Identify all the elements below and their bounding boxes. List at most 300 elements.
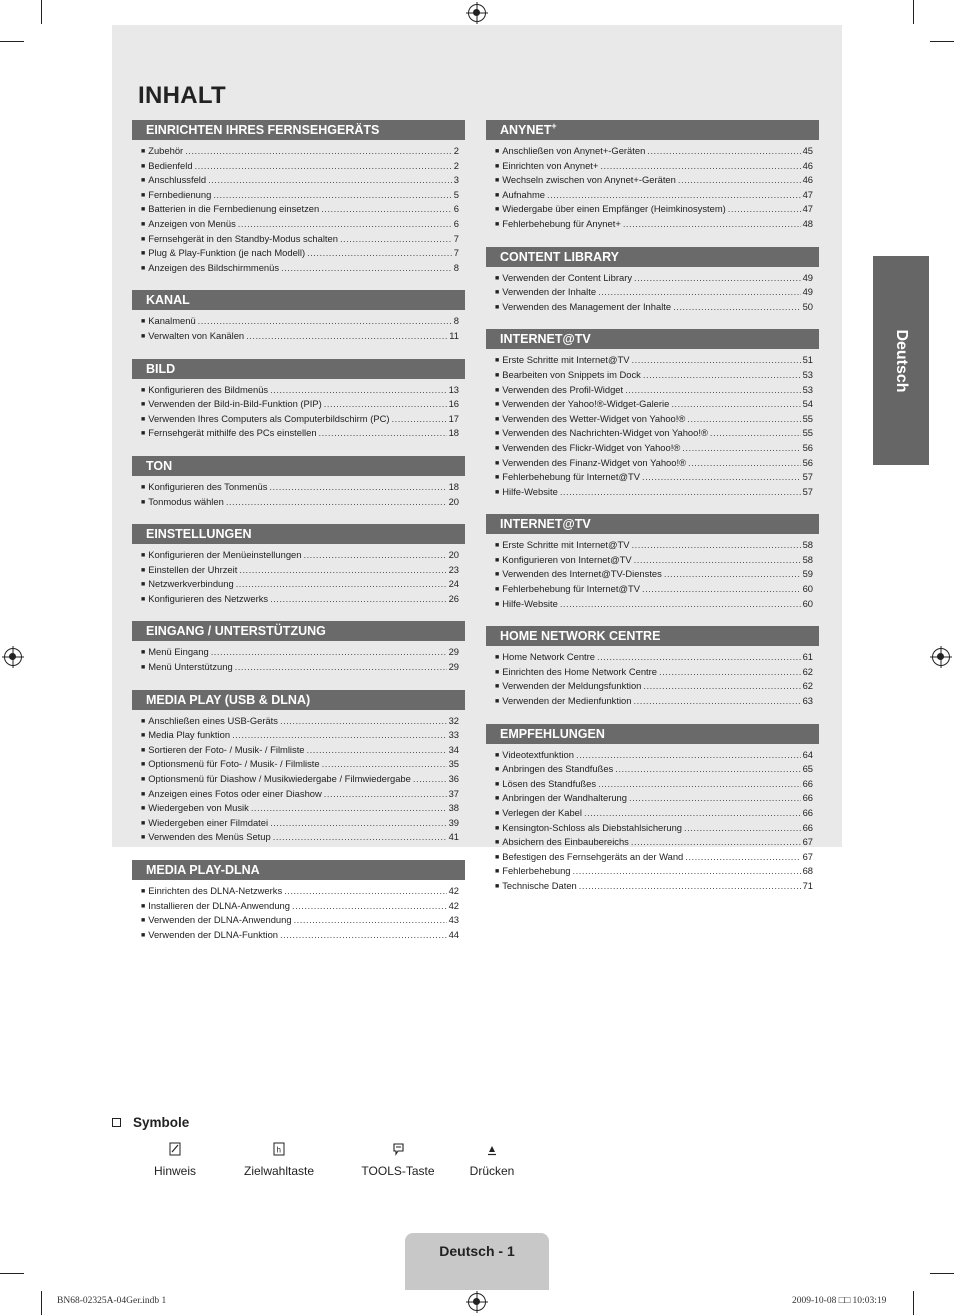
square-bullet-icon: ■ <box>141 220 146 228</box>
dot-leader <box>682 442 800 455</box>
symbols-heading-text: Symbole <box>133 1115 190 1130</box>
toc-entry-page: 6 <box>453 203 459 215</box>
toc-entry-page: 46 <box>802 174 813 186</box>
toc-entry-page: 60 <box>802 597 813 609</box>
symbol-label: Zielwahltaste <box>243 1164 315 1178</box>
square-bullet-icon: ■ <box>495 882 500 890</box>
square-bullet-icon: ■ <box>495 357 500 365</box>
dot-leader <box>284 885 446 898</box>
toc-list <box>132 885 465 943</box>
toc-entry <box>141 247 459 262</box>
toc-entry-page: 16 <box>448 398 459 410</box>
toc-entry <box>495 354 813 369</box>
square-bullet-icon: ■ <box>141 318 146 326</box>
dot-leader <box>211 646 447 659</box>
dot-leader <box>195 160 452 173</box>
square-bullet-icon: ■ <box>141 430 146 438</box>
toc-entry <box>141 929 459 944</box>
toc-entry <box>141 773 459 788</box>
square-bullet-icon: ■ <box>495 868 500 876</box>
square-bullet-icon: ■ <box>495 488 500 496</box>
dot-leader <box>576 749 801 762</box>
toc-list <box>486 539 819 612</box>
toc-entry <box>495 680 813 695</box>
dot-leader <box>270 593 446 606</box>
toc-entry-page: 59 <box>802 568 813 580</box>
toc-entry-label: Netzwerkverbindung <box>148 578 234 590</box>
square-bullet-icon: ■ <box>141 235 146 243</box>
section-header: EMPFEHLUNGEN <box>486 724 819 744</box>
dot-leader <box>269 481 446 494</box>
toc-entry-page: 7 <box>453 247 459 259</box>
square-bullet-icon: ■ <box>141 498 146 506</box>
dot-leader <box>185 145 452 158</box>
toc-entry-label: Bedienfeld <box>148 159 193 171</box>
toc-entry-label: Bearbeiten von Snippets im Dock <box>502 368 641 380</box>
toc-entry-page: 51 <box>802 354 813 366</box>
square-bullet-icon: ■ <box>495 683 500 691</box>
toc-entry-page: 8 <box>453 315 459 327</box>
dot-leader <box>226 496 447 509</box>
toc-entry-label: Verwenden des Management der Inhalte <box>502 300 672 312</box>
toc-entry-label: Verwenden der Content Library <box>502 271 633 283</box>
toc-entry-page: 56 <box>802 441 813 453</box>
toc-entry-label: Anschließen von Anynet+-Geräten <box>502 145 646 156</box>
square-bullet-icon: ■ <box>495 654 500 662</box>
toc-entry-page: 32 <box>448 714 459 726</box>
toc-entry-label: Zubehör <box>148 145 184 156</box>
toc-entry <box>141 744 459 759</box>
toc-entry-page: 7 <box>453 232 459 244</box>
dot-leader <box>198 315 452 328</box>
dot-leader <box>598 286 801 299</box>
toc-entry <box>141 715 459 730</box>
square-bullet-icon: ■ <box>495 386 500 394</box>
square-bullet-icon: ■ <box>495 206 500 214</box>
square-bullet-icon: ■ <box>141 595 146 603</box>
toc-entry <box>495 539 813 554</box>
toc-entry-label: Erste Schritte mit Internet@TV <box>502 354 630 366</box>
toc-entry-page: 62 <box>802 680 813 692</box>
dot-leader <box>280 715 447 728</box>
toc-entry <box>495 851 813 866</box>
dot-leader <box>678 174 801 187</box>
toc-entry <box>495 369 813 384</box>
square-bullet-icon: ■ <box>495 766 500 774</box>
toc-section <box>132 524 465 607</box>
symbol-label: TOOLS-Taste <box>361 1164 435 1178</box>
square-bullet-icon: ■ <box>495 444 500 452</box>
dot-leader <box>673 301 800 314</box>
toc-entry-page: 35 <box>448 758 459 770</box>
dot-leader <box>303 549 446 562</box>
square-bullet-icon: ■ <box>141 776 146 784</box>
print-timestamp: 2009-10-08 □□ 10:03:19 <box>792 1296 887 1306</box>
dot-leader <box>307 247 452 260</box>
toc-entry-label: Plug & Play-Funktion (je nach Modell) <box>148 247 306 259</box>
toc-list <box>132 549 465 607</box>
crop-mark <box>41 1291 42 1315</box>
toc-list <box>132 715 465 846</box>
toc-section <box>486 514 819 612</box>
toc-entry-label: Wiedergeben von Musik <box>148 802 249 814</box>
toc-entry <box>495 568 813 583</box>
toc-entry <box>495 598 813 613</box>
dot-leader <box>584 807 801 820</box>
toc-entry-page: 58 <box>802 553 813 565</box>
svg-text:h: h <box>276 1145 281 1155</box>
crop-mark <box>913 1291 914 1315</box>
toc-entry-label: Verwenden des Profil-Widget <box>502 383 624 395</box>
symbol-label: Drücken <box>469 1164 515 1178</box>
toc-section <box>132 690 465 846</box>
dot-leader <box>634 554 801 567</box>
toc-entry-label: Erste Schritte mit Internet@TV <box>502 539 630 551</box>
square-bullet-icon: ■ <box>495 780 500 788</box>
toc-entry <box>141 145 459 160</box>
toc-entry-label: Menü Unterstützung <box>148 661 233 673</box>
dot-leader <box>573 865 801 878</box>
toc-entry <box>141 578 459 593</box>
dot-leader <box>579 880 801 893</box>
toc-list <box>486 145 819 233</box>
toc-entry-page: 46 <box>802 159 813 171</box>
note-icon <box>150 1142 200 1158</box>
section-header: ANYNET+ <box>486 120 819 140</box>
toc-entry-page: 39 <box>448 816 459 828</box>
toc-entry-page: 20 <box>448 549 459 561</box>
toc-entry-label: Fernsehgerät in den Standby-Modus schalten <box>148 232 338 244</box>
square-bullet-icon: ■ <box>495 810 500 817</box>
dot-leader <box>324 788 447 801</box>
toc-section <box>132 359 465 442</box>
dot-leader <box>710 427 801 440</box>
toc-entry-page: 24 <box>448 578 459 590</box>
square-bullet-icon: ■ <box>495 430 500 438</box>
square-bullet-icon: ■ <box>495 148 500 155</box>
toc-entry-label: Optionsmenü für Diashow / Musikwiedergabe / Filmwiedergabe <box>148 773 411 785</box>
dot-leader <box>246 330 447 343</box>
toc-entry <box>495 272 813 287</box>
toc-entry-label: Wiedergabe über einen Empfänger (Heimkinosystem) <box>502 203 726 215</box>
toc-entry <box>141 189 459 204</box>
crop-mark <box>913 0 914 24</box>
toc-entry <box>495 203 813 218</box>
square-bullet-icon: ■ <box>141 415 146 423</box>
toc-entry-label: Verwenden der Yahoo!®-Widget-Galerie <box>502 398 670 410</box>
square-bullet-icon: ■ <box>141 746 146 754</box>
toc-list <box>132 384 465 442</box>
toc-entry-page: 61 <box>802 651 813 663</box>
tools-icon <box>356 1142 440 1158</box>
registration-mark-icon <box>468 1293 486 1311</box>
section-header: INTERNET@TV <box>486 514 819 534</box>
dot-leader <box>239 564 446 577</box>
toc-entry <box>495 413 813 428</box>
language-side-tab <box>873 256 929 465</box>
dot-leader <box>688 457 801 470</box>
symbol-press <box>466 1142 518 1178</box>
square-bullet-icon: ■ <box>495 220 500 228</box>
dot-leader <box>294 914 447 927</box>
toc-entry-page: 67 <box>802 836 813 848</box>
toc-entry-label: Konfigurieren des Tonmenüs <box>148 480 268 492</box>
dot-leader <box>642 471 801 484</box>
toc-entry-label: Kensington-Schloss als Diebstahlsicherung <box>502 821 683 833</box>
toc-entry <box>495 749 813 764</box>
checkbox-icon <box>112 1118 121 1127</box>
dot-leader <box>322 758 447 771</box>
toc-entry-label: Videotextfunktion <box>502 748 574 760</box>
toc-entry-label: Verwenden des Internet@TV-Dienstes <box>502 568 662 580</box>
toc-entry-label: Fernsehgerät mithilfe des PCs einstellen <box>148 427 317 439</box>
square-bullet-icon: ■ <box>495 839 500 847</box>
toc-entry <box>495 145 813 160</box>
toc-entry-page: 65 <box>802 763 813 775</box>
toc-entry-page: 6 <box>453 217 459 229</box>
square-bullet-icon: ■ <box>141 332 146 340</box>
toc-entry-page: 13 <box>448 383 459 395</box>
toc-entry-label: Konfigurieren von Internet@TV <box>502 553 632 565</box>
crop-mark <box>41 0 42 24</box>
toc-entry-label: Fehlerbehebung <box>502 865 571 877</box>
square-bullet-icon: ■ <box>141 902 146 910</box>
toc-list <box>486 354 819 500</box>
toc-entry-page: 57 <box>802 485 813 497</box>
dot-leader <box>597 651 801 664</box>
toc-entry <box>495 427 813 442</box>
toc-list <box>132 481 465 510</box>
toc-entry-page: 49 <box>802 286 813 298</box>
toc-list <box>486 749 819 895</box>
toc-entry-page: 36 <box>448 773 459 785</box>
square-bullet-icon: ■ <box>495 289 500 297</box>
square-bullet-icon: ■ <box>141 649 146 657</box>
toc-entry-page: 55 <box>802 427 813 439</box>
toc-entry <box>495 286 813 301</box>
toc-entry <box>141 174 459 189</box>
toc-entry-label: Einstellen der Uhrzeit <box>148 563 238 575</box>
toc-left-column <box>132 120 465 957</box>
dot-leader <box>598 778 801 791</box>
square-bullet-icon: ■ <box>495 751 500 759</box>
square-bullet-icon: ■ <box>495 177 500 185</box>
dot-leader <box>413 773 447 786</box>
toc-entry <box>495 651 813 666</box>
toc-entry <box>141 788 459 803</box>
square-bullet-icon: ■ <box>495 795 500 803</box>
toc-entry-label: Wiedergeben einer Filmdatei <box>148 816 269 828</box>
toc-entry <box>141 233 459 248</box>
section-header: MEDIA PLAY (USB & DLNA) <box>132 690 465 710</box>
crop-mark <box>0 41 24 42</box>
toc-entry-page: 49 <box>802 271 813 283</box>
dot-leader <box>236 578 447 591</box>
toc-entry-label: Verwenden der DLNA-Funktion <box>148 928 278 940</box>
toc-entry <box>141 885 459 900</box>
toc-entry-page: 41 <box>448 831 459 843</box>
dot-leader <box>647 145 800 158</box>
toc-entry-label: Kanalmenü <box>148 315 196 327</box>
square-bullet-icon: ■ <box>141 805 146 813</box>
dot-leader <box>547 189 801 202</box>
toc-entry-page: 53 <box>802 368 813 380</box>
crop-mark <box>930 1273 954 1274</box>
toc-entry-page: 50 <box>802 300 813 312</box>
toc-entry-label: Verwenden Ihres Computers als Computerbildschirm (PC) <box>148 412 390 424</box>
section-header: EINSTELLUNGEN <box>132 524 465 544</box>
dot-leader <box>270 817 446 830</box>
toc-entry-label: Verwenden der DLNA-Anwendung <box>148 914 292 926</box>
square-bullet-icon: ■ <box>141 264 146 272</box>
dot-leader <box>634 695 801 708</box>
dot-leader <box>687 413 800 426</box>
print-file-info: BN68-02325A-04Ger.indb 1 <box>57 1296 167 1306</box>
toc-section <box>132 860 465 943</box>
square-bullet-icon: ■ <box>141 162 146 170</box>
toc-entry <box>141 661 459 676</box>
dot-leader <box>281 262 452 275</box>
square-bullet-icon: ■ <box>141 888 146 895</box>
toc-entry-page: 63 <box>802 695 813 707</box>
toc-entry <box>141 398 459 413</box>
dot-leader <box>273 831 447 844</box>
square-bullet-icon: ■ <box>495 571 500 579</box>
toc-entry <box>141 218 459 233</box>
toc-entry <box>141 315 459 330</box>
toc-entry-page: 64 <box>802 748 813 760</box>
toc-entry <box>141 900 459 915</box>
toc-entry-page: 8 <box>453 261 459 273</box>
dot-leader <box>600 160 800 173</box>
toc-entry-label: Fehlerbehebung für Internet@TV <box>502 583 640 595</box>
toc-entry-label: Einrichten des Home Network Centre <box>502 665 657 677</box>
dot-leader <box>623 218 801 231</box>
toc-entry <box>141 914 459 929</box>
toc-entry-page: 43 <box>448 914 459 926</box>
toc-entry-label: Anschließen eines USB-Geräts <box>148 714 278 726</box>
toc-entry-page: 5 <box>453 188 459 200</box>
dot-leader <box>270 384 446 397</box>
symbol-tools <box>356 1142 440 1178</box>
dot-leader <box>642 583 801 596</box>
toc-entry-label: Konfigurieren des Netzwerks <box>148 592 269 604</box>
square-bullet-icon: ■ <box>141 177 146 185</box>
toc-entry <box>495 301 813 316</box>
dot-leader <box>321 203 452 216</box>
section-header: TON <box>132 456 465 476</box>
square-bullet-icon: ■ <box>141 819 146 827</box>
toc-entry <box>141 427 459 442</box>
toc-entry-page: 67 <box>802 850 813 862</box>
toc-entry-page: 37 <box>448 787 459 799</box>
toc-entry-label: Anzeigen von Menüs <box>148 217 236 229</box>
dot-leader <box>728 203 801 216</box>
square-bullet-icon: ■ <box>495 162 500 170</box>
toc-entry-page: 71 <box>802 879 813 891</box>
toc-entry-label: Verwenden der Inhalte <box>502 286 597 298</box>
toc-entry-label: Absichern des Einbaubereichs <box>502 836 629 848</box>
toc-entry <box>495 398 813 413</box>
toc-entry-label: Hilfe-Website <box>502 597 558 609</box>
toc-entry-page: 33 <box>448 729 459 741</box>
toc-entry <box>141 817 459 832</box>
square-bullet-icon: ■ <box>495 401 500 409</box>
dot-leader <box>307 744 447 757</box>
crop-mark <box>0 1273 24 1274</box>
square-bullet-icon: ■ <box>141 250 146 258</box>
dot-leader <box>629 792 801 805</box>
dot-leader <box>213 189 451 202</box>
toc-entry-page: 18 <box>448 480 459 492</box>
dot-leader <box>632 354 801 367</box>
toc-entry-page: 2 <box>453 159 459 171</box>
dot-leader <box>238 218 452 231</box>
toc-entry <box>495 189 813 204</box>
toc-entry-page: 53 <box>802 383 813 395</box>
symbols-heading <box>112 1115 189 1130</box>
square-bullet-icon: ■ <box>141 761 146 769</box>
toc-entry <box>141 593 459 608</box>
toc-entry-label: Aufnahme <box>502 188 545 200</box>
page-number: Deutsch - 1 <box>439 1243 515 1259</box>
toc-entry <box>141 330 459 345</box>
toc-entry-page: 42 <box>448 885 459 896</box>
section-header: CONTENT LIBRARY <box>486 247 819 267</box>
dot-leader <box>643 680 800 693</box>
toc-entry-page: 34 <box>448 743 459 755</box>
symbol-label: Hinweis <box>153 1164 196 1178</box>
square-bullet-icon: ■ <box>141 790 146 798</box>
toc-entry <box>141 160 459 175</box>
toc-entry-label: Einrichten des DLNA-Netzwerks <box>148 885 283 896</box>
dot-leader <box>615 763 800 776</box>
square-bullet-icon: ■ <box>495 853 500 861</box>
toc-section <box>486 120 819 233</box>
toc-entry-label: Konfigurieren der Menüeinstellungen <box>148 549 302 561</box>
toc-entry-page: 26 <box>448 592 459 604</box>
toc-entry-label: Installieren der DLNA-Anwendung <box>148 899 290 911</box>
toc-entry-label: Fernbedienung <box>148 188 212 200</box>
square-bullet-icon: ■ <box>495 474 500 482</box>
section-header: HOME NETWORK CENTRE <box>486 626 819 646</box>
toc-entry <box>141 496 459 511</box>
toc-list <box>486 272 819 316</box>
dot-leader <box>292 900 447 913</box>
toc-entry-label: Tonmodus wählen <box>148 495 224 507</box>
section-header: EINRICHTEN IHRES FERNSEHGERÄTS <box>132 120 465 140</box>
toc-entry <box>495 778 813 793</box>
crop-mark <box>930 41 954 42</box>
toc-entry <box>141 831 459 846</box>
symbol-note <box>150 1142 200 1178</box>
toc-entry-label: Verwenden des Finanz-Widget von Yahoo!® <box>502 456 686 468</box>
square-bullet-icon: ■ <box>141 717 146 725</box>
toc-entry-page: 18 <box>448 427 459 439</box>
square-bullet-icon: ■ <box>141 386 146 394</box>
square-bullet-icon: ■ <box>141 581 146 589</box>
toc-section <box>486 329 819 500</box>
toc-entry-label: Home Network Centre <box>502 651 595 663</box>
toc-entry <box>495 807 813 822</box>
toc-entry-page: 17 <box>448 412 459 424</box>
toc-entry <box>141 262 459 277</box>
section-header: KANAL <box>132 290 465 310</box>
toc-entry-label: Anbringen des Standfußes <box>502 763 614 775</box>
symbol-one-touch <box>240 1142 318 1178</box>
square-bullet-icon: ■ <box>495 371 500 379</box>
square-bullet-icon: ■ <box>495 415 500 423</box>
